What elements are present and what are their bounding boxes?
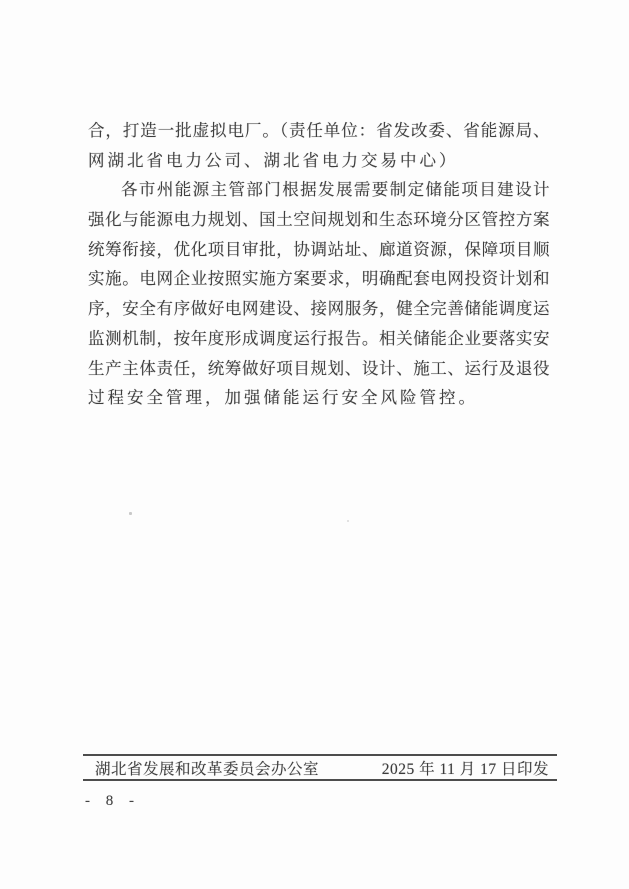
scan-speck: [129, 512, 132, 515]
scan-speck: [347, 520, 349, 522]
text-line: 各市州能源主管部门根据发展需要制定储能项目建设计: [121, 180, 550, 200]
text-line: 监测机制，按年度形成调度运行报告。相关储能企业要落实安: [88, 328, 550, 348]
body-text-block: [88, 116, 550, 413]
page-number: - 8 -: [85, 793, 140, 809]
text-line: 生产主体责任，统筹做好项目规划、设计、施工、运行及退役: [88, 358, 550, 378]
text-line: 合，打造一批虚拟电厂。（责任单位：省发改委、省能源局、: [88, 121, 550, 140]
text-line: 过程安全管理，加强储能运行安全风险管控。: [88, 388, 478, 408]
footer: [83, 756, 557, 779]
text-line: 实施。电网企业按照实施方案要求，明确配套电网投资计划和: [88, 269, 550, 289]
footer-print-date: 2025 年 11 月 17 日印发: [381, 760, 549, 778]
text-line: 网湖北省电力公司、湖北省电力交易中心）: [88, 150, 459, 170]
text-line: 序，安全有序做好电网建设、接网服务，健全完善储能调度运: [88, 299, 550, 319]
footer-issuer: 湖北省发展和改革委员会办公室: [95, 760, 320, 778]
text-line: 统筹衔接，优化项目审批，协调站址、廊道资源，保障项目顺: [88, 239, 550, 259]
text-line: 强化与能源电力规划、国土空间规划和生态环境分区管控方案: [88, 210, 550, 230]
footer-rule-bottom: [83, 779, 557, 781]
